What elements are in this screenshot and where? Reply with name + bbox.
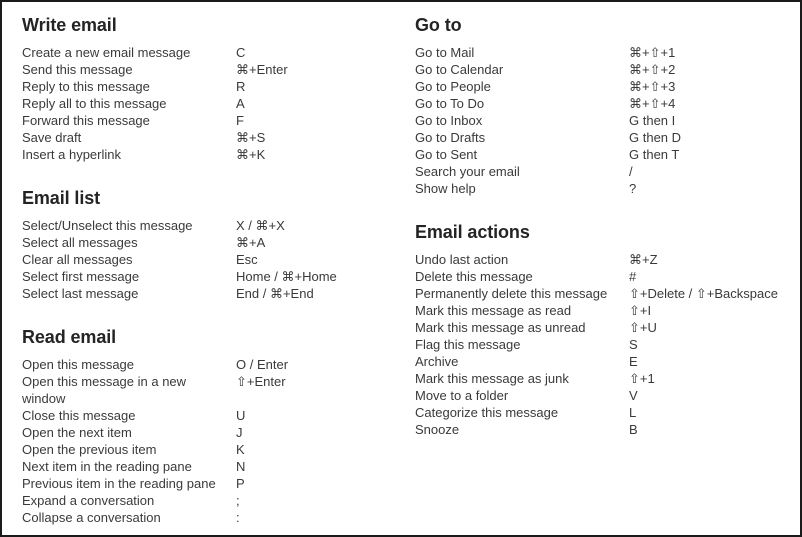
shortcut-keys: Esc [236,252,258,267]
shortcut-keys: ⌘+⇧+4 [629,96,676,111]
shortcut-row [22,44,415,61]
shortcut-keys: L [629,405,637,420]
shortcut-label: Go to Sent [415,147,478,162]
shortcut-label: Send this message [22,62,133,77]
shortcut-keys: E [629,354,638,369]
shortcut-row [415,285,800,302]
shortcut-row [415,163,800,180]
shortcut-keys: G then D [629,130,682,145]
shortcut-row [22,509,415,526]
shortcut-keys: ⇧+1 [629,371,655,386]
shortcut-section [22,326,415,526]
shortcut-keys: : [236,510,240,525]
shortcut-section [415,14,800,197]
shortcut-keys: ⇧+U [629,320,657,335]
shortcut-row [22,95,415,112]
column-left [22,14,415,526]
shortcut-keys: G then T [629,147,680,162]
shortcut-row [22,285,415,302]
shortcut-label: Open the previous item [22,442,157,457]
shortcut-row [415,353,800,370]
shortcut-section [22,187,415,302]
shortcut-row [22,475,415,492]
shortcut-row [415,146,800,163]
section-title: Write email [22,15,117,35]
shortcut-keys: # [629,269,637,284]
shortcut-keys: A [236,96,245,111]
shortcut-label: Expand a conversation [22,493,155,508]
shortcut-keys: V [629,388,638,403]
shortcut-label: Open this message in a new window [22,374,187,406]
shortcut-label: Close this message [22,408,136,423]
section-title: Email list [22,188,101,208]
shortcut-label: Select first message [22,269,140,284]
shortcut-label: Forward this message [22,113,150,128]
shortcut-row [22,251,415,268]
shortcut-label: Flag this message [415,337,521,352]
shortcut-keys: ⌘+⇧+1 [629,45,676,60]
shortcut-keys: X / ⌘+X [236,218,285,233]
shortcut-label: Archive [415,354,459,369]
shortcut-label: Go to People [415,79,491,94]
shortcut-label: Go to Inbox [415,113,483,128]
shortcut-label: Categorize this message [415,405,559,420]
shortcut-label: Mark this message as unread [415,320,586,335]
shortcut-label: Undo last action [415,252,509,267]
section-title: Read email [22,327,117,347]
shortcut-row [415,61,800,78]
shortcut-label: Select all messages [22,235,138,250]
shortcut-row [22,373,415,407]
section-title: Go to [415,15,462,35]
keyboard-shortcuts-sheet [2,2,800,526]
shortcut-keys: ⌘+A [236,235,266,250]
shortcut-keys: End / ⌘+End [236,286,314,301]
shortcut-row [22,217,415,234]
shortcut-keys: R [236,79,246,94]
shortcut-keys: ⌘+K [236,147,266,162]
shortcut-row [415,112,800,129]
shortcut-row [415,251,800,268]
shortcut-keys: C [236,45,246,60]
shortcut-label: Select last message [22,286,139,301]
shortcut-keys: ; [236,493,240,508]
shortcut-label: Search your email [415,164,520,179]
shortcut-row [415,370,800,387]
shortcut-keys: U [236,408,246,423]
shortcut-label: Mark this message as read [415,303,572,318]
shortcut-label: Go to Calendar [415,62,504,77]
shortcut-row [415,387,800,404]
shortcut-row [22,492,415,509]
shortcut-keys: Home / ⌘+Home [236,269,337,284]
shortcut-label: Move to a folder [415,388,509,403]
shortcut-row [22,268,415,285]
shortcut-section [415,221,800,438]
shortcut-keys: P [236,476,245,491]
shortcut-label: Go to Drafts [415,130,486,145]
shortcut-row [415,404,800,421]
shortcut-row [415,44,800,61]
shortcut-row [415,319,800,336]
shortcut-row [22,356,415,373]
shortcut-keys: ⌘+Enter [236,62,288,77]
shortcut-row [415,268,800,285]
shortcut-row [415,336,800,353]
section-rows [22,356,415,526]
shortcut-row [415,129,800,146]
shortcut-row [22,424,415,441]
shortcut-row [22,61,415,78]
shortcut-keys: ? [629,181,637,196]
shortcut-keys: G then I [629,113,676,128]
shortcut-row [415,78,800,95]
shortcut-label: Open the next item [22,425,132,440]
shortcut-row [22,458,415,475]
shortcut-label: Select/Unselect this message [22,218,193,233]
shortcut-label: Previous item in the reading pane [22,476,216,491]
shortcut-keys: N [236,459,246,474]
shortcut-label: Go to To Do [415,96,485,111]
shortcut-keys: F [236,113,244,128]
section-rows [415,44,800,197]
shortcut-row [415,421,800,438]
shortcut-keys: O / Enter [236,357,289,372]
shortcut-label: Permanently delete this message [415,286,608,301]
shortcut-label: Reply to this message [22,79,150,94]
shortcut-keys: ⌘+⇧+2 [629,62,676,77]
shortcut-row [22,112,415,129]
section-rows [415,251,800,438]
shortcut-keys: K [236,442,245,457]
shortcut-label: Go to Mail [415,45,475,60]
column-right [415,14,800,526]
shortcut-row [22,407,415,424]
shortcut-label: Reply all to this message [22,96,167,111]
shortcut-label: Create a new email message [22,45,191,60]
shortcut-label: Show help [415,181,476,196]
shortcut-keys: B [629,422,638,437]
shortcut-keys: / [629,164,633,179]
shortcut-keys: ⇧+I [629,303,652,318]
shortcut-row [22,234,415,251]
shortcut-label: Save draft [22,130,82,145]
shortcut-row [22,129,415,146]
shortcut-label: Collapse a conversation [22,510,161,525]
shortcut-label: Snooze [415,422,460,437]
shortcut-keys: ⌘+Z [629,252,658,267]
shortcut-keys: ⌘+⇧+3 [629,79,676,94]
section-rows [22,217,415,302]
shortcut-label: Mark this message as junk [415,371,569,386]
shortcut-label: Insert a hyperlink [22,147,121,162]
shortcut-row [22,441,415,458]
shortcut-row [415,95,800,112]
shortcut-label: Next item in the reading pane [22,459,192,474]
shortcut-keys: ⌘+S [236,130,266,145]
shortcut-section [22,14,415,163]
shortcut-row [415,180,800,197]
shortcut-keys: ⇧+Enter [236,374,286,389]
shortcut-row [22,78,415,95]
shortcut-label: Open this message [22,357,135,372]
shortcut-keys: ⇧+Delete / ⇧+Backspace [629,286,778,301]
shortcut-label: Clear all messages [22,252,133,267]
shortcut-row [415,302,800,319]
shortcut-keys: S [629,337,638,352]
shortcut-label: Delete this message [415,269,533,284]
section-rows [22,44,415,163]
shortcut-keys: J [236,425,243,440]
shortcut-row [22,146,415,163]
section-title: Email actions [415,222,530,242]
